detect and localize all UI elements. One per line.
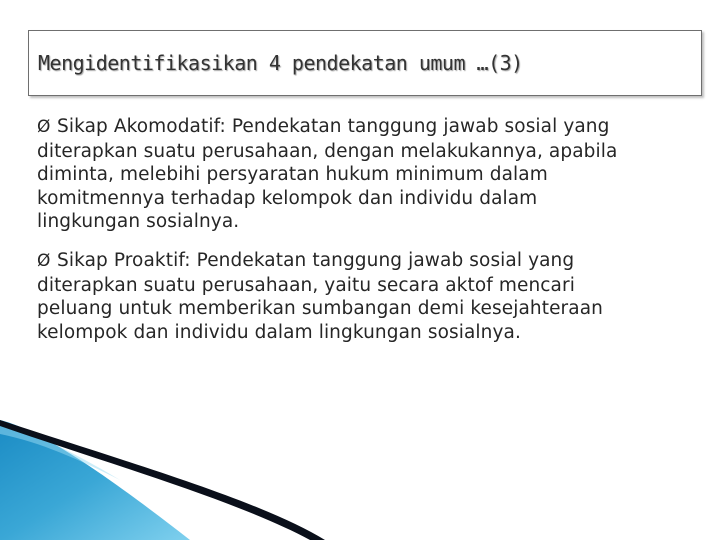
paragraph-text: Sikap Akomodatif: Pendekatan tanggung jawab sosial yang diterapkan suatu perusahaan, dengan melakukannya, apabila diminta, melebihi persyaratan hukum minimum dalam komitmennya terhadap kelompok dan individu dalam lingkungan sosialnya. <box>37 116 618 233</box>
paragraph-accommodative <box>37 115 707 234</box>
slide-body <box>37 115 707 359</box>
arrow-bullet-icon: Ø <box>37 250 51 271</box>
paragraph-text: Sikap Proaktif: Pendekatan tanggung jawab sosial yang diterapkan suatu perusahaan, yaitu secara aktof mencari peluang untuk memberikan sumbangan demi kesejahteraan kelompok dan individu dalam lingkungan sosialnya. <box>37 249 603 343</box>
decorative-swoosh <box>0 420 720 540</box>
slide-title: Mengidentifikasikan 4 pendekatan umum …(3) <box>38 51 523 75</box>
arrow-bullet-icon: Ø <box>37 117 51 137</box>
slide-title-box <box>28 30 702 96</box>
paragraph-proactive <box>37 249 707 344</box>
